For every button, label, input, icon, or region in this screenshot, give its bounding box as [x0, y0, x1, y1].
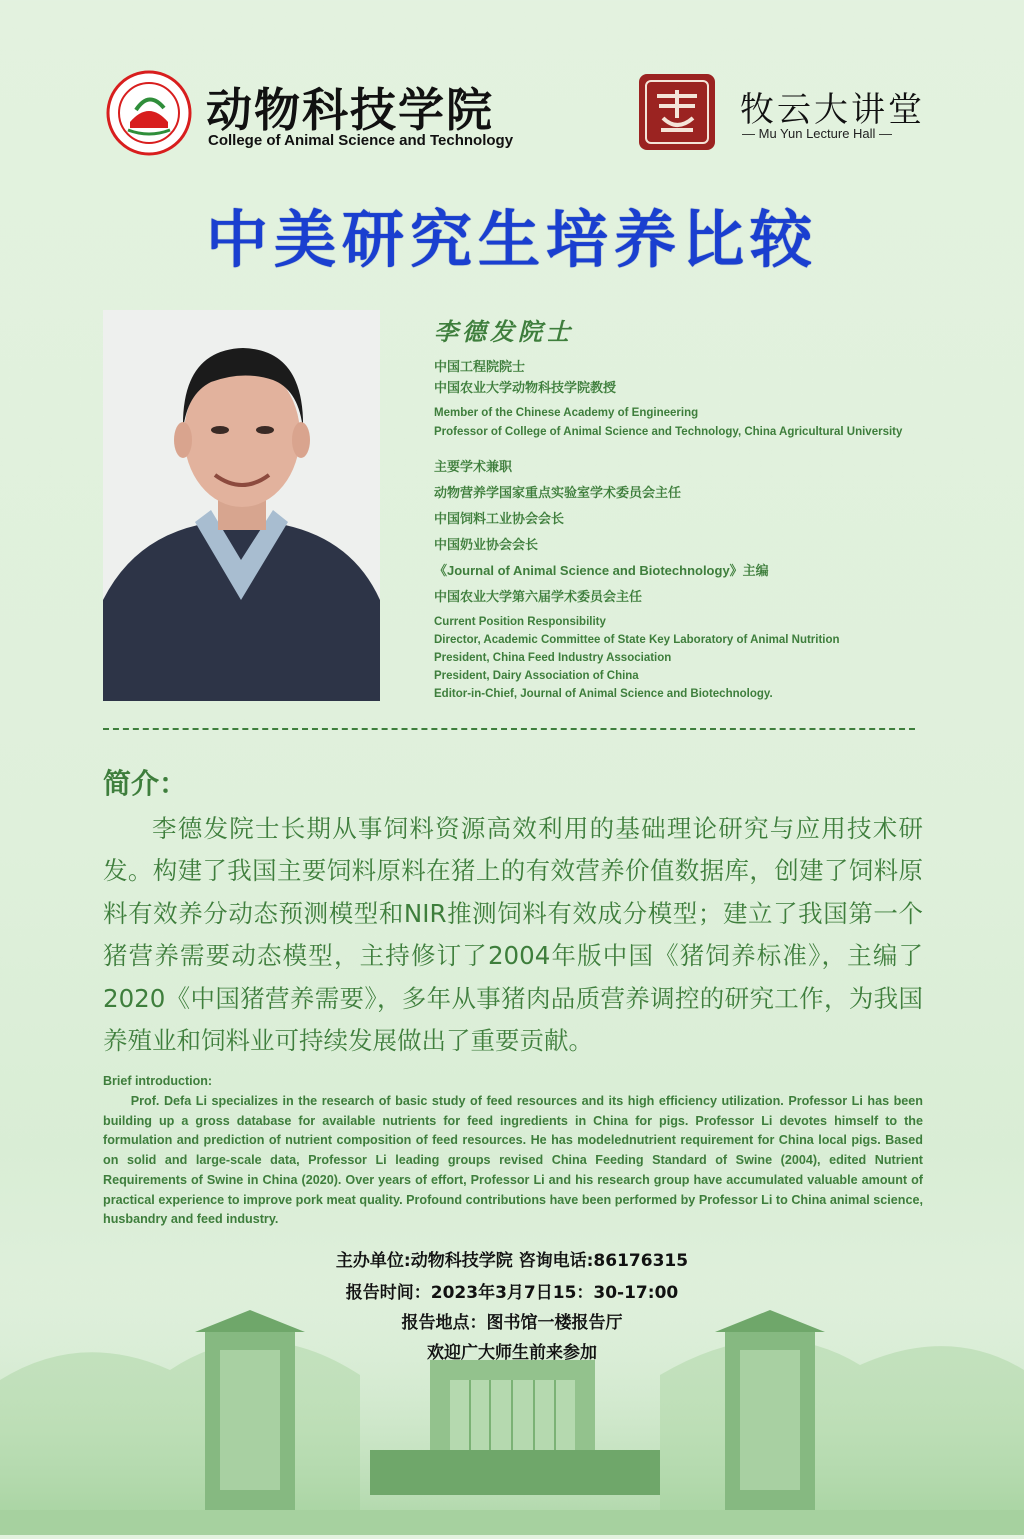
- college-name-cn: 动物科技学院: [206, 83, 494, 137]
- speaker-title-en: Professor of College of Animal Science and Technology, China Agricultural University: [434, 426, 903, 438]
- speaker-portrait: [103, 310, 380, 701]
- position-en: President, China Feed Industry Association: [434, 652, 672, 664]
- position-en: Editor-in-Chief, Journal of Animal Science and Biotechnology.: [434, 688, 773, 700]
- lecture-title: 中美研究生培养比较: [205, 203, 818, 276]
- positions-heading-en: Current Position Responsibility: [434, 616, 606, 628]
- speaker-title-cn: 中国农业大学动物科技学院教授: [434, 380, 617, 395]
- position-en: Director, Academic Committee of State Key Laboratory of Animal Nutrition: [434, 634, 840, 646]
- speaker-title-cn: 中国工程院院士: [434, 359, 526, 374]
- college-name-en: College of Animal Science and Technology: [208, 132, 514, 149]
- section-divider: [103, 728, 915, 730]
- college-emblem-icon: [106, 70, 192, 156]
- lecture-hall-name-cn: 牧云大讲堂: [740, 90, 925, 130]
- position-cn: 动物营养学国家重点实验室学术委员会主任: [434, 485, 682, 500]
- brief-intro-label: Brief introduction:: [103, 1074, 213, 1088]
- event-venue: 报告地点：图书馆一楼报告厅: [401, 1313, 623, 1333]
- intro-text-cn: 李德发院士长期从事饲料资源高效利用的基础理论研究与应用技术研发。构建了我国主要饲料原料在猪上的有效营养价值数据库，创建了饲料原料有效养分动态预测模型和NIR推测饲料有效成分模型；建立了我国第一个猪营养需要动态模型，主持修订了2004年版中国《猪饲养标准》，主编了2020《中国猪营养需要》，多年从事猪肉品质营养调控的研究工作，为我国养殖业和饲料业可持续发展做出了重要贡献。: [103, 814, 923, 1056]
- position-cn: 中国饲料工业协会会长: [434, 511, 565, 526]
- position-cn: 中国奶业协会会长: [434, 537, 539, 552]
- position-cn: 《Journal of Animal Science and Biotechnology》主编: [434, 563, 769, 578]
- brief-intro-text: Prof. Defa Li specializes in the research of basic study of feed resources and its high efficiency utilization. Professor Li has been building up a gross database for available nutrients for feed ingredients in China for pigs. Professor Li devotes himself to the formulation and prediction of nutrient composition of feed resources. He has modelednutrient requirement for China local pigs. Based on solid and large-scale data, Professor Li leading groups revised China Feeding Standard of Swine (2004), edited Nutrient Requirements of Swine in China (2020). Over years of effort, Professor Li and his research group have accumulated valuable amount of practical experience to improve pork meat quality. Profound contributions have been performed by Professor Li to China animal science, husbandry and feed industry.: [103, 1094, 923, 1227]
- speaker-title-en: Member of the Chinese Academy of Engineering: [434, 407, 699, 419]
- speaker-name: 李德发院士: [434, 317, 574, 346]
- organizer-contact: 主办单位:动物科技学院 咨询电话:86176315: [335, 1251, 689, 1271]
- lecture-hall-name-en: — Mu Yun Lecture Hall —: [742, 126, 893, 141]
- positions-heading-cn: 主要学术兼职: [434, 459, 513, 474]
- welcome-message: 欢迎广大师生前来参加: [427, 1343, 597, 1363]
- lecture-hall-seal-icon: [637, 72, 717, 152]
- position-en: President, Dairy Association of China: [434, 670, 639, 682]
- intro-heading: 简介：: [103, 767, 188, 800]
- position-cn: 中国农业大学第六届学术委员会主任: [434, 589, 643, 604]
- event-time: 报告时间：2023年3月7日15：30-17:00: [345, 1283, 679, 1303]
